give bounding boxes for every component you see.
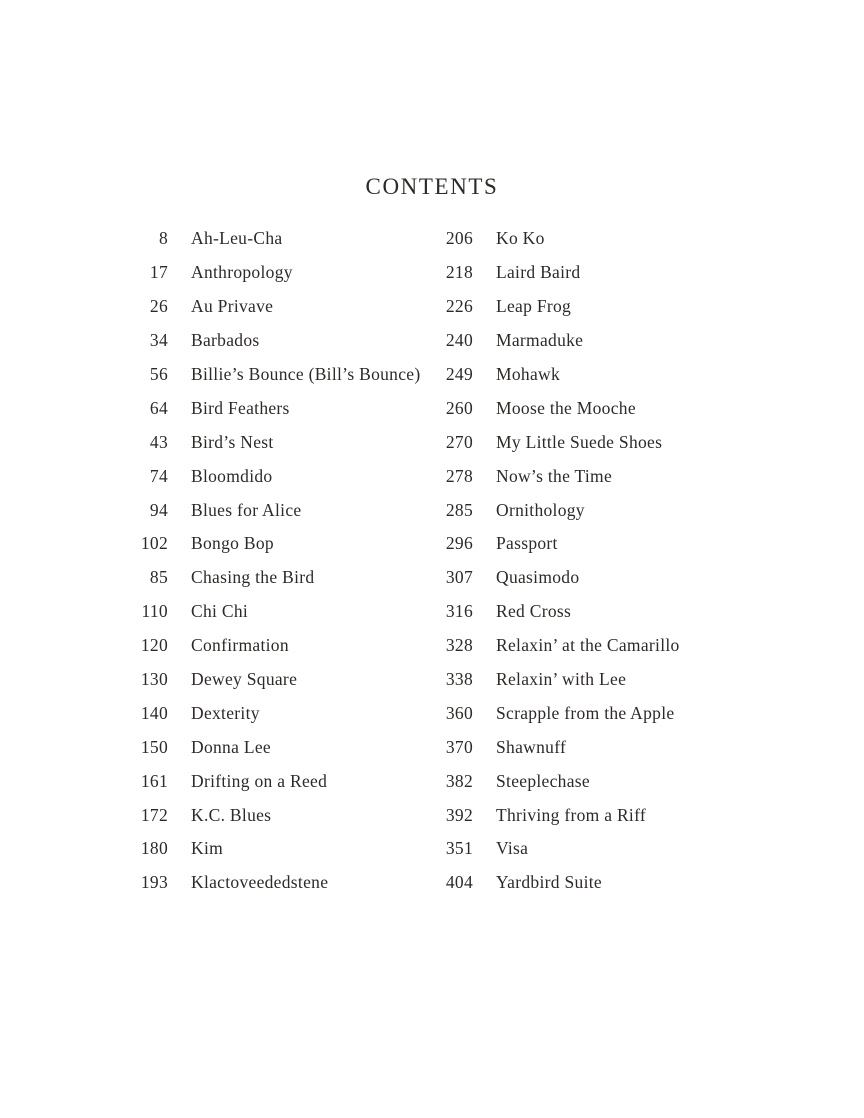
toc-page-number: 85 (149, 567, 168, 588)
toc-page-number: 260 (445, 397, 473, 418)
toc-page-number: 43 (149, 431, 168, 452)
toc-page-number: 370 (445, 736, 473, 757)
toc-song-title: Red Cross (496, 601, 572, 622)
toc-song-title: Klactoveededstene (191, 872, 329, 893)
toc-song-title: Quasimodo (496, 567, 580, 588)
toc-page-number: 150 (140, 736, 168, 757)
toc-entry (122, 222, 427, 256)
toc-entry (122, 730, 427, 764)
toc-entry (122, 527, 427, 561)
toc-entry (427, 527, 680, 561)
toc-page-number: 360 (445, 702, 473, 723)
toc-song-title: Barbados (191, 330, 260, 351)
toc-entry (427, 324, 680, 358)
toc-song-title: Chi Chi (191, 601, 249, 622)
toc-page-number: 94 (149, 499, 168, 520)
toc-song-title: Leap Frog (496, 296, 572, 317)
toc-entry (122, 561, 427, 595)
toc-page-number: 206 (445, 228, 473, 249)
toc-entry (122, 459, 427, 493)
toc-entry (427, 595, 680, 629)
page-title: CONTENTS (365, 174, 499, 199)
toc-song-title: Now’s the Time (496, 465, 613, 486)
toc-page-number: 56 (149, 364, 168, 384)
toc-song-title: Donna Lee (191, 736, 271, 757)
toc-column-left (122, 222, 427, 900)
toc-page-number: 226 (445, 296, 473, 317)
toc-song-title: Passport (496, 533, 558, 554)
toc-song-title: Steeplechase (496, 770, 590, 791)
toc-page-number: 161 (140, 770, 168, 791)
toc-entry (122, 764, 427, 798)
toc-entry (122, 256, 427, 290)
toc-entry (427, 798, 680, 832)
toc-entry (427, 391, 680, 425)
toc-entry (122, 866, 427, 900)
toc-entry (122, 493, 427, 527)
toc-page-number: 74 (149, 465, 168, 486)
toc-entry (427, 459, 680, 493)
toc-song-title: Chasing the Bird (191, 567, 315, 588)
toc-song-title: Bird Feathers (191, 397, 290, 418)
toc-page-number: 316 (445, 601, 473, 622)
toc-entry (427, 730, 680, 764)
toc-entry (427, 696, 680, 730)
toc-song-title: Kim (191, 838, 224, 859)
toc-entry (427, 764, 680, 798)
toc-page-number: 218 (445, 262, 473, 283)
toc-song-title: Mohawk (496, 364, 561, 384)
toc-entry (122, 663, 427, 697)
toc-song-title: Ah-Leu-Cha (191, 228, 283, 249)
toc-entry (427, 866, 680, 900)
toc-song-title: Moose the Mooche (496, 397, 636, 418)
toc-page-number: 64 (149, 397, 168, 418)
toc-song-title: Drifting on a Reed (191, 770, 328, 791)
toc-page-number: 285 (445, 499, 473, 520)
toc-song-title: Dewey Square (191, 669, 298, 690)
toc-page-number: 392 (445, 804, 473, 825)
toc-entry (427, 663, 680, 697)
toc-song-title: Ko Ko (496, 228, 545, 249)
toc-song-title: Anthropology (191, 262, 293, 283)
toc-page-number: 338 (445, 669, 473, 690)
toc-song-title: Relaxin’ at the Camarillo (496, 635, 680, 656)
toc-song-title: Bloomdido (191, 465, 273, 486)
toc-page-number: 172 (140, 804, 168, 825)
toc-song-title: Marmaduke (496, 330, 584, 351)
toc-page-number: 17 (149, 262, 168, 283)
toc-song-title: Bongo Bop (191, 533, 274, 554)
toc-entry (427, 832, 680, 866)
toc-entry (427, 425, 680, 459)
toc-entry (122, 798, 427, 832)
toc-song-title: Shawnuff (496, 736, 567, 757)
toc-song-title: Visa (496, 838, 529, 859)
toc-page-number: 120 (140, 635, 168, 656)
toc-song-title: My Little Suede Shoes (496, 431, 663, 452)
toc-entry (427, 629, 680, 663)
toc-page-number: 296 (445, 533, 473, 554)
toc-page-number: 404 (445, 872, 473, 893)
toc-column-right (427, 222, 680, 900)
toc-entry (427, 493, 680, 527)
toc-song-title: Yardbird Suite (496, 872, 602, 893)
toc-page-number: 278 (445, 465, 473, 486)
toc-entry (122, 358, 427, 392)
toc-page-number: 130 (140, 669, 168, 690)
toc-page-number: 382 (445, 770, 473, 791)
toc-page-number: 240 (445, 330, 473, 351)
toc-page-number: 34 (149, 330, 168, 351)
toc-page-number: 249 (445, 364, 473, 384)
toc-entry (122, 629, 427, 663)
toc-song-title: Confirmation (191, 635, 289, 656)
toc-page-number: 328 (445, 635, 473, 656)
toc (122, 222, 680, 900)
toc-entry (427, 290, 680, 324)
toc-page-number: 180 (140, 838, 168, 859)
toc-song-title: K.C. Blues (191, 804, 272, 825)
toc-song-title: Ornithology (496, 499, 585, 520)
toc-page-number: 26 (149, 296, 168, 317)
toc-page-number: 307 (445, 567, 473, 588)
toc-song-title: Dexterity (191, 702, 260, 723)
toc-song-title: Laird Baird (496, 262, 581, 283)
toc-entry (122, 425, 427, 459)
toc-entry (122, 832, 427, 866)
toc-entry (122, 324, 427, 358)
toc-page-number: 110 (141, 601, 168, 622)
toc-entry (122, 391, 427, 425)
toc-song-title: Thriving from a Riff (496, 804, 647, 825)
toc-entry (427, 222, 680, 256)
toc-entry (427, 358, 680, 392)
toc-entry (427, 561, 680, 595)
toc-song-title: Bird’s Nest (191, 431, 274, 452)
toc-page-number: 351 (445, 838, 473, 859)
toc-entry (122, 595, 427, 629)
toc-song-title: Blues for Alice (191, 499, 302, 520)
toc-song-title: Relaxin’ with Lee (496, 669, 627, 690)
toc-entry (122, 696, 427, 730)
toc-song-title: Billie’s Bounce (Bill’s Bounce) (191, 364, 421, 384)
toc-song-title: Au Privave (191, 296, 274, 317)
toc-page-number: 270 (445, 431, 473, 452)
toc-song-title: Scrapple from the Apple (496, 702, 675, 723)
toc-entry (122, 290, 427, 324)
toc-page-number: 8 (158, 228, 168, 249)
toc-page-number: 193 (140, 872, 168, 893)
toc-page-number: 140 (140, 702, 168, 723)
toc-entry (427, 256, 680, 290)
toc-page-number: 102 (140, 533, 168, 554)
